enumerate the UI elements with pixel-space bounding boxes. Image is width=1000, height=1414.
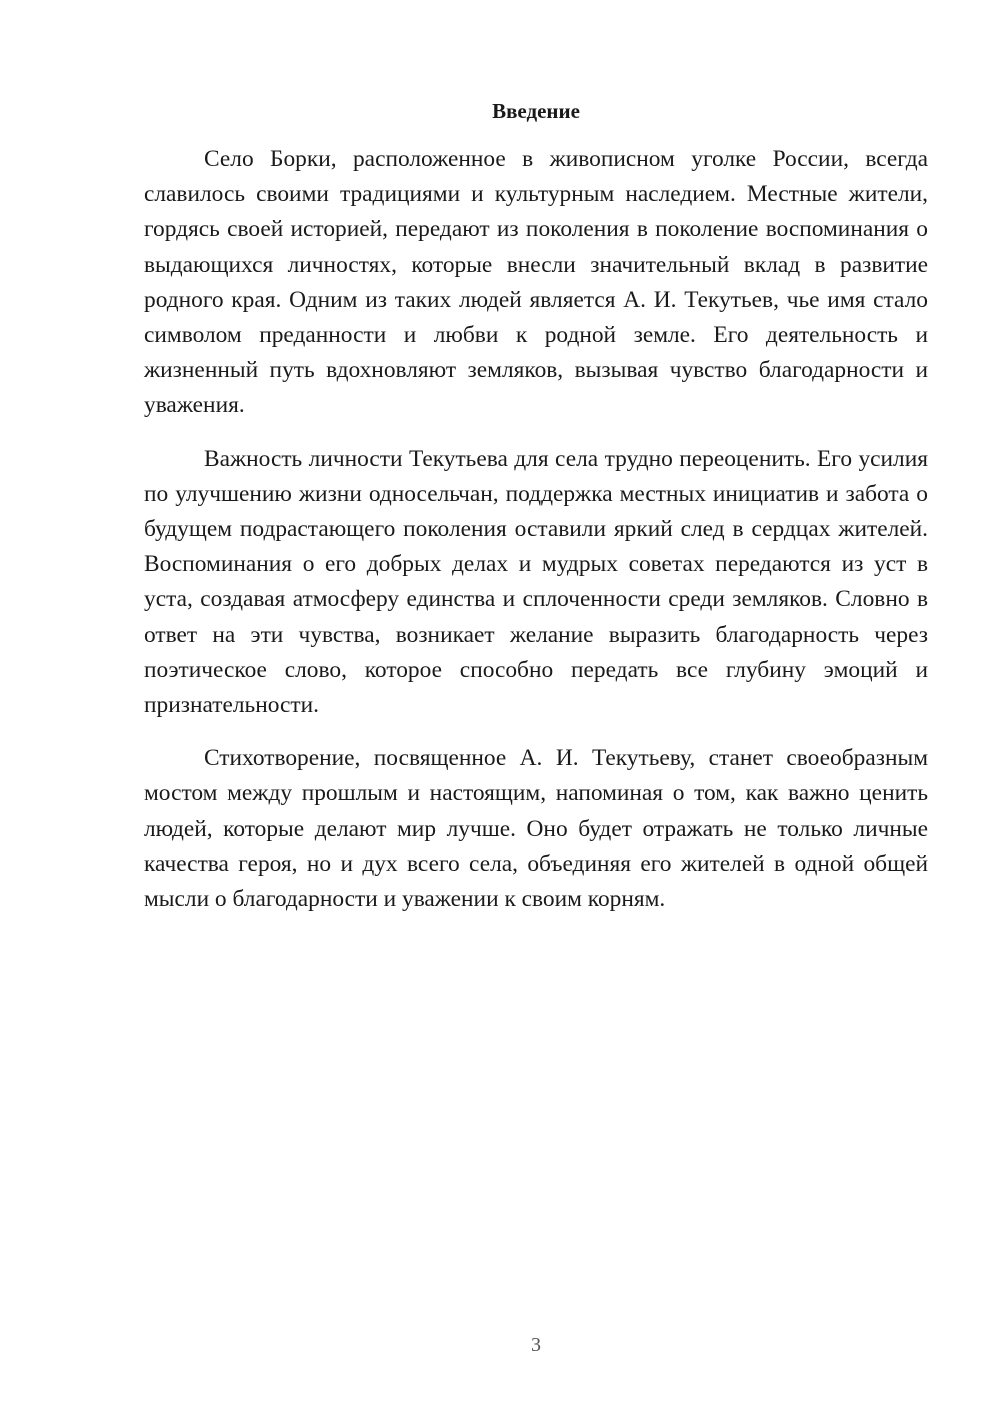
section-heading: Введение — [492, 99, 580, 123]
paragraph-3: Стихотворение, посвященное А. И. Текутьеву, станет своеобразным мостом между прошлым и настоящим, напоминая о том, как важно ценить людей, которые делают мир лучше. Оно будет отражать не только личные качества героя, но и дух всего села, объединяя его жителей в одной общей мысли о благодарности и уважении к своим корням. — [144, 745, 928, 913]
paragraph-1: Село Борки, расположенное в живописном уголке России, всегда славилось своими традициями и культурным наследием. Местные жители, гордясь своей историей, передают из поколения в поколение воспоминания о выдающихся личностях, которые внесли значительный вклад в развитие родного края. Одним из таких людей является А. И. Текутьев, чье имя стало символом преданности и любви к родной земле. Его деятельность и жизненный путь вдохновляют земляков, вызывая чувство благодарности и уважения. — [144, 146, 928, 419]
paragraph-2: Важность личности Текутьева для села трудно переоценить. Его усилия по улучшению жизни односельчан, поддержка местных инициатив и забота о будущем подрастающего поколения оставили яркий след в сердцах жителей. Воспоминания о его добрых делах и мудрых советах передаются из уст в уста, создавая атмосферу единства и сплоченности среди земляков. Словно в ответ на эти чувства, возникает желание выразить благодарность через поэтическое слово, которое способно передать все глубину эмоций и признательности. — [144, 445, 928, 719]
page-number: 3 — [531, 1334, 541, 1356]
body-text — [144, 142, 928, 935]
